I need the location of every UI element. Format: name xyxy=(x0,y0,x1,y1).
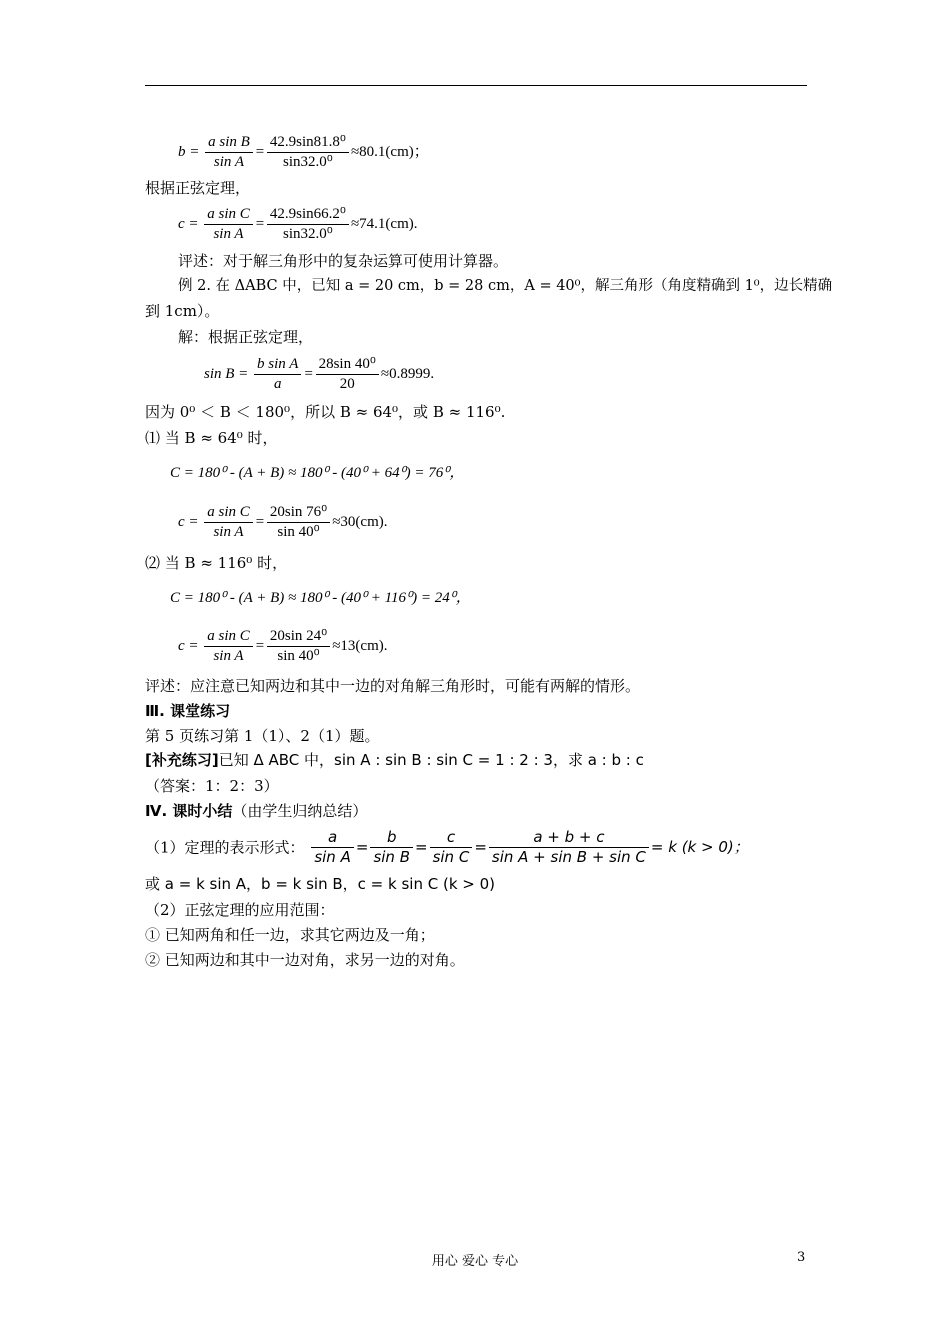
supplement-label: [补充练习] xyxy=(145,751,219,769)
equation-c: c = $\frac{\text{a sin C}}{\text{sin A}}$ = $\frac{\text{20sin 24⁰}}{\text{sin 40⁰}}$ ≈13(cm). xyxy=(178,628,388,664)
header-rule xyxy=(145,85,807,86)
comment-line: 评述：应注意已知两边和其中一边的对角解三角形时，可能有两解的情形。 xyxy=(145,677,641,695)
summary-formula: $\frac{a}{\text{sin A}}$ = $\frac{b}{\text{sin B}}$ = $\frac{c}{\text{sin C}}$ = $\frac{a + b + c}{\text{sin A + sin B + sin C}}$ = k (k > 0)； xyxy=(309,838,748,856)
fraction: $\frac{a + b + c}{\text{sin A + sin B + sin C}}$ xyxy=(489,828,649,867)
equation-tail: ≈80.1(cm)； xyxy=(350,143,429,160)
page-number: 3 xyxy=(797,1250,806,1265)
supplement-line xyxy=(145,750,644,770)
comment-line: 评述：对于解三角形中的复杂运算可使用计算器。 xyxy=(178,252,509,270)
fraction: $\frac{\text{a sin C}}{\text{sin A}}$ xyxy=(204,205,253,244)
equation-tail: ≈74.1(cm). xyxy=(350,215,418,232)
application-item: ② 已知两边和其中一边对角，求另一边的对角。 xyxy=(145,951,465,969)
equation-c: c = $\frac{\text{a sin C}}{\text{sin A}}$ = $\frac{\text{20sin 76⁰}}{\text{sin 40⁰}}$ ≈30(cm). xyxy=(178,504,388,540)
fraction: $\frac{b}{\text{sin B}}$ xyxy=(370,828,413,867)
fraction: $\frac{\text{28sin 40⁰}}{20}$ xyxy=(316,355,379,394)
equation-lhs: c = xyxy=(178,215,199,232)
equation-lhs: b = xyxy=(178,143,200,160)
section-title: Ⅲ. 课堂练习 xyxy=(145,702,231,720)
summary-label: （1）定理的表示形式： xyxy=(145,838,305,857)
fraction: $\frac{\text{a sin C}}{\text{sin A}}$ xyxy=(204,627,253,666)
fraction: $\frac{\text{42.9sin81.8⁰}}{\text{sin32.0⁰}}$ xyxy=(267,133,349,172)
summary-label: （2）正弦定理的应用范围： xyxy=(145,901,335,919)
text-line: 根据正弦定理， xyxy=(145,179,251,197)
section-title-line xyxy=(145,801,367,821)
equation-tail: ≈0.8999. xyxy=(380,365,435,382)
fraction: $\frac{\text{20sin 24⁰}}{\text{sin 40⁰}}$ xyxy=(267,627,330,666)
application-item: ① 已知两角和任一边，求其它两边及一角； xyxy=(145,926,435,944)
equation-tail: ≈30(cm). xyxy=(332,513,388,530)
fraction: $\frac{\text{20sin 76⁰}}{\text{sin 40⁰}}$ xyxy=(267,503,330,542)
equation-C: C = 180⁰ - (A + B) ≈ 180⁰ - (40⁰ + 64⁰) = 76⁰， xyxy=(170,465,465,481)
solution-line: 解：根据正弦定理， xyxy=(178,328,314,346)
equation-lhs: sin B = xyxy=(204,365,249,382)
equation-c: c = $\frac{\text{a sin C}}{\text{sin A}}$ = $\frac{\text{42.9sin66.2⁰}}{\text{sin32.0⁰}}$ ≈74.1(cm). xyxy=(178,206,418,242)
example-line: 例 2. 在 ΔABC 中，已知 a = 20 cm，b = 28 cm，A = 40⁰，解三角形（角度精确到 1⁰，边长精确 xyxy=(178,278,833,294)
section-note: （由学生归纳总结） xyxy=(232,802,368,820)
equation-tail: ≈13(cm). xyxy=(332,637,388,654)
fraction: $\frac{\text{42.9sin66.2⁰}}{\text{sin32.0⁰}}$ xyxy=(267,205,349,244)
equation-tail: = k (k > 0)； xyxy=(650,838,749,856)
answer-line: （答案：1：2：3） xyxy=(145,777,279,795)
fraction: $\frac{\text{b sin A}}{a}$ xyxy=(254,355,301,394)
summary-or-line: 或 a = k sin A，b = k sin B，c = k sin C (k > 0) xyxy=(145,875,496,893)
equation-lhs: c = xyxy=(178,637,199,654)
section-title: Ⅳ. 课时小结 xyxy=(145,802,233,820)
equation-C: C = 180⁰ - (A + B) ≈ 180⁰ - (40⁰ + 116⁰) = 24⁰， xyxy=(170,590,471,606)
fraction: $\frac{c}{\text{sin C}}$ xyxy=(430,828,473,867)
case-label: ⑴ 当 B ≈ 64⁰ 时， xyxy=(145,429,278,447)
equation-sinB: sin B = $\frac{\text{b sin A}}{a}$ = $\frac{\text{28sin 40⁰}}{20}$ ≈0.8999. xyxy=(204,356,435,392)
equation-b: b = $\frac{\text{a sin B}}{\text{sin A}}$ = $\frac{\text{42.9sin81.8⁰}}{\text{sin32.0⁰}}$ ≈80.1(cm)； xyxy=(178,134,429,170)
case-label: ⑵ 当 B ≈ 116⁰ 时， xyxy=(145,554,288,572)
fraction: $\frac{\text{a sin C}}{\text{sin A}}$ xyxy=(204,503,253,542)
fraction: $\frac{a}{\text{sin A}}$ xyxy=(311,828,354,867)
example-line: 到 1cm）。 xyxy=(145,302,220,320)
supplement-text: 已知 Δ ABC 中，sin A : sin B : sin C = 1 : 2 : 3，求 a : b : c xyxy=(218,751,644,769)
summary-line xyxy=(145,828,749,867)
equation-lhs: c = xyxy=(178,513,199,530)
text-line: 第 5 页练习第 1（1）、2（1）题。 xyxy=(145,727,380,745)
fraction: $\frac{\text{a sin B}}{\text{sin A}}$ xyxy=(205,133,253,172)
text-line: 因为 0⁰ ＜ B ＜ 180⁰，所以 B ≈ 64⁰，或 B ≈ 116⁰. xyxy=(145,403,506,421)
footer-text: 用心 爱心 专心 xyxy=(431,1254,519,1269)
